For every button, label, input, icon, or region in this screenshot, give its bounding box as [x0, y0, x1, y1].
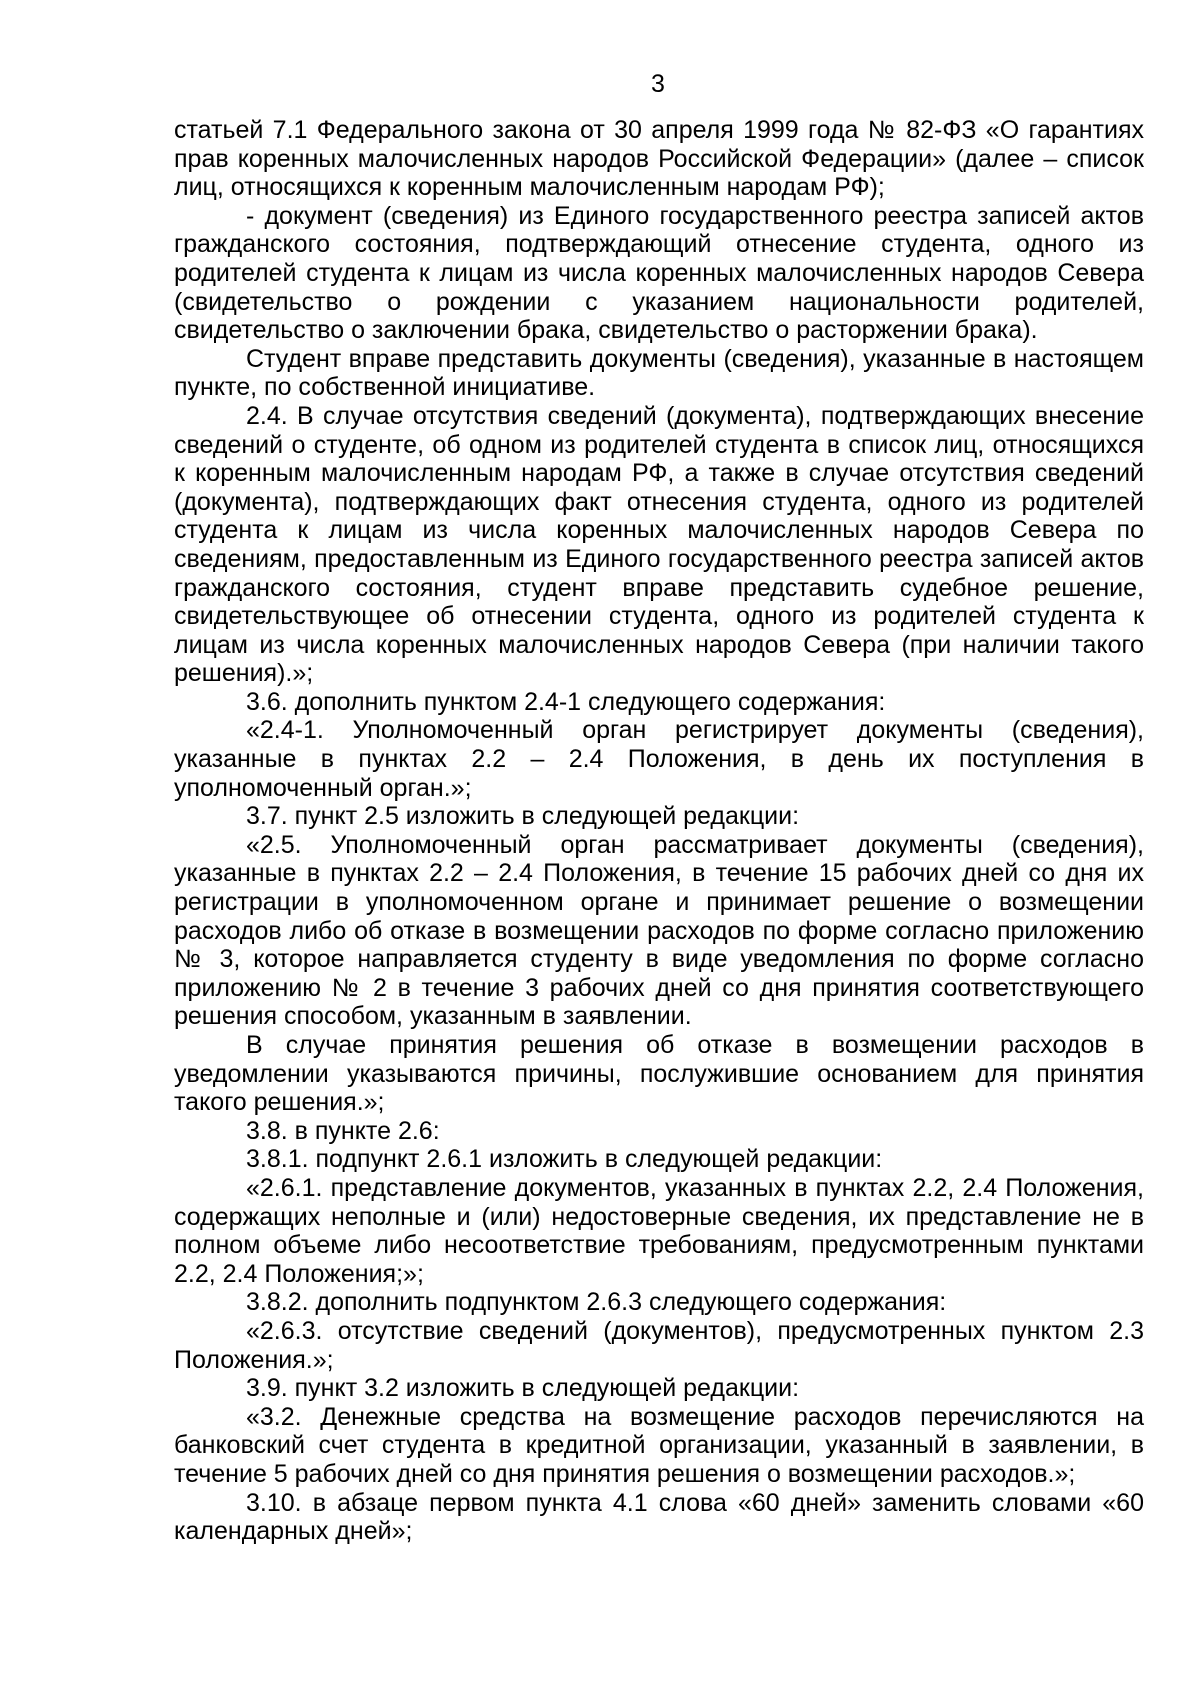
paragraph-document-civil-registry: - документ (сведения) из Единого государственного реестра записей актов гражданского состояния, подтверждающий отнесение студента, одного из родителей студента к лицам из числа коренных малочисленных народов Севера (свидетельство о рождении с указанием национальности родителей, свидетельство о заключении брака, свидетельство о расторжении брака).: [174, 201, 1144, 345]
paragraph-3-6: 3.6. дополнить пунктом 2.4-1 следующего содержания:: [246, 687, 886, 716]
paragraph-2-4: 2.4. В случае отсутствия сведений (документа), подтверждающих внесение сведений о студенте, об одном из родителей студента в список лиц, относящихся к коренным малочисленным народам РФ, а также в случае отсутствия сведений (документа), подтверждающих факт отнесения студента, одного из родителей студента к лицам из числа коренных малочисленных народов Севера по сведениям, предоставленным из Единого государственного реестра записей актов гражданского состояния, студент вправе представить судебное решение, свидетельствующее об отнесении студента, одного из родителей студента к лицам из числа коренных малочисленных народов Севера (при наличии такого решения).»;: [174, 401, 1144, 688]
paragraph-2-4-1: «2.4-1. Уполномоченный орган регистрирует документы (сведения), указанные в пунктах 2.2 – 2.4 Положения, в день их поступления в уполномоченный орган.»;: [174, 716, 1144, 802]
page-number: 3: [651, 70, 665, 98]
paragraph-student-initiative: Студент вправе представить документы (сведения), указанные в настоящем пункте, по собственной инициативе.: [174, 344, 1144, 402]
paragraph-2-6-1: «2.6.1. представление документов, указанных в пунктах 2.2, 2.4 Положения, содержащих неполные и (или) недостоверные сведения, их представление не в полном объеме либо несоответствие требованиям, предусмотренным пунктами 2.2, 2.4 Положения;»;: [174, 1173, 1144, 1288]
paragraph-refusal-reasons: В случае принятия решения об отказе в возмещении расходов в уведомлении указываются причины, послужившие основанием для принятия такого решения.»;: [174, 1031, 1144, 1117]
paragraph-3-8: 3.8. в пункте 2.6:: [246, 1116, 440, 1145]
paragraph-3-7: 3.7. пункт 2.5 изложить в следующей редакции:: [246, 802, 800, 831]
paragraph-2-5: «2.5. Уполномоченный орган рассматривает документы (сведения), указанные в пунктах 2.2 – 2.4 Положения, в течение 15 рабочих дней со дня их регистрации в уполномоченном органе и принимает решение о возмещении расходов либо об отказе в возмещении расходов по форме согласно приложению № 3, которое направляется студенту в виде уведомления по форме согласно приложению № 2 в течение 3 рабочих дней со дня принятия соответствующего решения способом, указанным в заявлении.: [174, 830, 1144, 1031]
paragraph-3-2: «3.2. Денежные средства на возмещение расходов перечисляются на банковский счет студента в кредитной организации, указанный в заявлении, в течение 5 рабочих дней со дня принятия решения о возмещении расходов.»;: [174, 1402, 1144, 1488]
paragraph-2-6-3: «2.6.3. отсутствие сведений (документов), предусмотренных пунктом 2.3 Положения.»;: [174, 1316, 1144, 1374]
document-body: [174, 116, 1144, 1546]
paragraph-3-8-2: 3.8.2. дополнить подпунктом 2.6.3 следующего содержания:: [246, 1288, 947, 1317]
paragraph-3-9: 3.9. пункт 3.2 изложить в следующей редакции:: [246, 1374, 800, 1403]
paragraph-3-10: 3.10. в абзаце первом пункта 4.1 слова «60 дней» заменить словами «60 календарных дней»;: [174, 1488, 1144, 1546]
paragraph-continuation: статьей 7.1 Федерального закона от 30 апреля 1999 года № 82-ФЗ «О гарантиях прав коренных малочисленных народов Российской Федерации» (далее – список лиц, относящихся к коренным малочисленным народам РФ);: [174, 116, 1144, 202]
paragraph-3-8-1: 3.8.1. подпункт 2.6.1 изложить в следующей редакции:: [246, 1145, 883, 1174]
